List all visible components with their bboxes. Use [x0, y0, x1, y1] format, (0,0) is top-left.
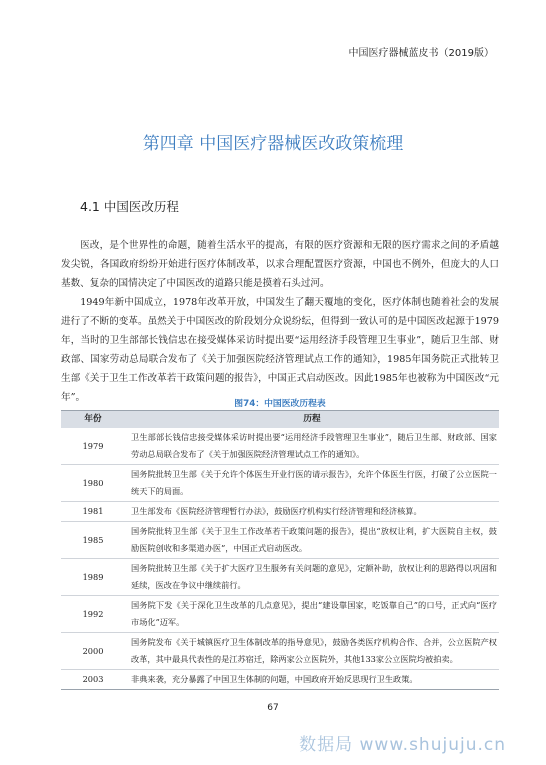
table-header-row	[61, 411, 499, 429]
year-cell: 1985	[61, 522, 125, 559]
year-cell: 1979	[61, 428, 125, 465]
year-cell: 2000	[61, 633, 125, 670]
table-row	[61, 465, 499, 502]
table-row	[61, 596, 499, 633]
watermark: 数据局 www.shujuju.cn	[299, 735, 506, 755]
year-cell: 1980	[61, 465, 125, 502]
book-header: 中国医疗器械蓝皮书（2019版）	[348, 48, 494, 59]
year-cell: 1981	[61, 502, 125, 522]
column-header-year: 年份	[61, 411, 125, 429]
column-header-history: 历程	[125, 411, 499, 429]
table-title: 图74：中国医改历程表	[234, 399, 326, 409]
year-cell: 2003	[61, 670, 125, 690]
year-cell: 1989	[61, 559, 125, 596]
history-cell: 国务院发布《关于城镇医疗卫生体制改革的指导意见》，鼓励各类医疗机构合作、合并，公立医院产权改革，其中最具代表性的是江苏宿迁，除两家公立医院外，其他133家公立医院均被拍卖。	[125, 633, 499, 670]
paragraph: 医改，是个世界性的命题，随着生活水平的提高，有限的医疗资源和无限的医疗需求之间的矛盾越发尖锐，各国政府纷纷开始进行医疗体制改革，以求合理配置医疗资源，中国也不例外，但庞大的人口基数、复杂的国情决定了中国医改的道路只能是摸着石头过河。	[61, 240, 499, 289]
history-cell: 卫生部发布《医院经济管理暂行办法》，鼓励医疗机构实行经济管理和经济核算。	[125, 502, 499, 522]
history-cell: 卫生部部长钱信忠接受媒体采访时提出要“运用经济手段管理卫生事业”，随后卫生部、财政部、国家劳动总局联合发布了《关于加强医院经济管理试点工作的通知》。	[125, 428, 499, 465]
page-number: 67	[267, 703, 279, 713]
history-cell: 国务院下发《关于深化卫生改革的几点意见》，提出“建设靠国家，吃饭靠自己”的口号，正式向“医疗市场化”迈军。	[125, 596, 499, 633]
history-cell: 国务院批转卫生部《关于卫生工作改革若干政策问题的报告》，提出“放权让利，扩大医院自主权，鼓励医院创收和多渠道办医”，中国正式启动医改。	[125, 522, 499, 559]
table-row	[61, 559, 499, 596]
table-row	[61, 502, 499, 522]
history-cell: 国务院批转卫生部《关于允许个体医生开业行医的请示报告》，允许个体医生行医，打破了公立医院一统天下的局面。	[125, 465, 499, 502]
section-title: 4.1 中国医改历程	[80, 199, 179, 214]
history-table	[61, 410, 499, 690]
history-cell: 国务院批转卫生部《关于扩大医疗卫生服务有关问题的意见》，定额补助，放权让利的思路得以巩固和延续，医改在争议中继续前行。	[125, 559, 499, 596]
history-cell: 非典来袭，充分暴露了中国卫生体制的问题，中国政府开始反思现行卫生政策。	[125, 670, 499, 690]
table-row	[61, 670, 499, 690]
paragraph: 1949年新中国成立，1978年改革开放，中国发生了翻天覆地的变化，医疗体制也随着社会的发展进行了不断的变革。虽然关于中国医改的阶段划分众说纷纭，但得到一致认可的是中国医改起源于1979年，当时的卫生部部长钱信忠在接受媒体采访时提出要“运用经济手段管理卫生事业”，随后卫生部、财政部、国家劳动总局联合发布了《关于加强医院经济管理试点工作的通知》，1985年国务院正式批转卫生部《关于卫生工作改革若干政策问题的报告》，中国正式启动医改。因此1985年也被称为中国医改“元年”。	[61, 297, 499, 403]
table-row	[61, 428, 499, 465]
year-cell: 1992	[61, 596, 125, 633]
table-row	[61, 633, 499, 670]
body-text	[61, 236, 499, 407]
table-row	[61, 522, 499, 559]
chapter-title: 第四章 中国医疗器械医改政策梳理	[142, 134, 404, 154]
